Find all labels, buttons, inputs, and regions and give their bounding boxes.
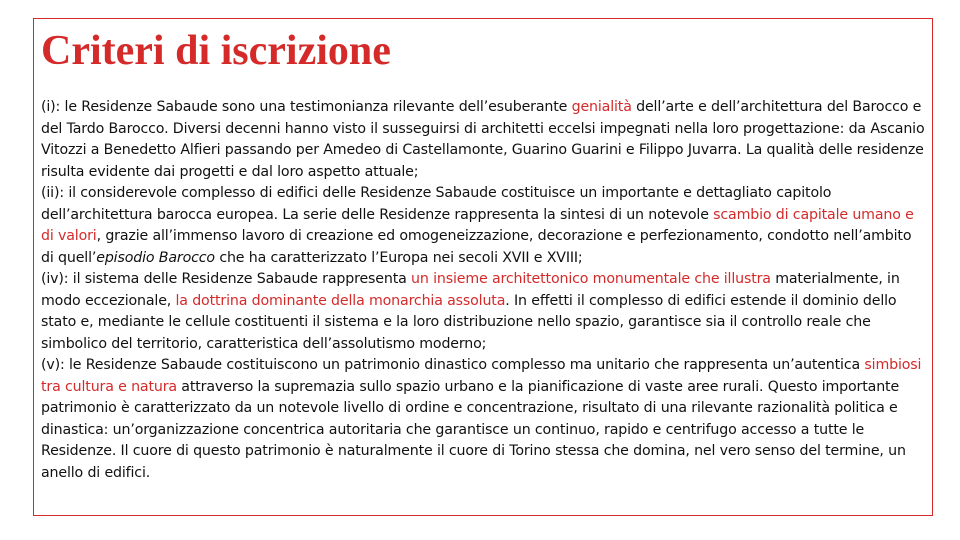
italic-run: episodio Barocco xyxy=(96,249,215,266)
text-run: . In effetti il complesso di edifici estende il dominio dello stato e, mediante le cellule costituenti il sistema e la loro distribuzione nello spazio, garantisce sia il controllo reale che simbolico del territorio, caratteristica dell’assolutismo moderno; xyxy=(41,292,897,352)
text-run: (iv): il sistema delle Residenze Sabaude rappresenta xyxy=(41,271,412,287)
text-run: (v): le Residenze Sabaude costituiscono un patrimonio dinastico complesso ma unitario che rappresenta un’autentica xyxy=(41,357,865,373)
criterion-i xyxy=(41,97,926,183)
text-run: materialmente, in modo eccezionale, xyxy=(41,271,900,309)
criteria-text xyxy=(41,97,926,484)
text-run: attraverso la supremazia sullo spazio urbano e la pianificazione di vaste aree rurali. Questo importante patrimonio è caratterizzato da un notevole livello di ordine e concentrazione, risultato di una rilevante razionalità politica e dinastica: un’organizzazione concentrica autoritaria che garantisce un continuo, rapido e centrifugo accesso a tutte le Residenze. Il cuore di questo patrimonio è naturalmente il cuore di Torino stessa che domina, nel vero senso del termine, un anello di edifici. xyxy=(41,378,906,481)
text-run: (i): le Residenze Sabaude sono una testimonianza rilevante dell’esuberante xyxy=(41,99,572,115)
criterion-v xyxy=(41,355,926,484)
highlight-run: simbiosi tra cultura e natura xyxy=(41,357,922,395)
criterion-ii xyxy=(41,183,926,269)
text-run: dell’arte e dell’architettura del Barocco e del Tardo Barocco. Diversi decenni hanno visto il susseguirsi di architetti eccelsi impegnati nella loro progettazione: da Ascanio Vitozzi a Benedetto Alfieri passando per Amedeo di Castellamonte, Guarino Guarini e Filippo Juvarra. La qualità delle residenze risulta evidente dai progetti e dal loro aspetto attuale; xyxy=(41,99,925,180)
slide-title: Criteri di iscrizione xyxy=(41,28,391,74)
highlight-run: genialità xyxy=(571,99,632,115)
criterion-iv xyxy=(41,269,926,355)
highlight-run: la dottrina dominante della monarchia assoluta xyxy=(175,292,506,309)
text-run: , grazie all’immenso lavoro di creazione ed omogeneizzazione, decorazione e perfezionamento, condotto nell’ambito di quell’ xyxy=(41,228,912,266)
highlight-run: scambio di capitale umano e di valori xyxy=(41,206,914,244)
text-run: (ii): il considerevole complesso di edifici delle Residenze Sabaude costituisce un importante e dettagliato capitolo dell’architettura barocca europea. La serie delle Residenze rappresenta la sintesi di un notevole xyxy=(41,185,832,223)
text-run: che ha caratterizzato l’Europa nei secoli XVII e XVIII; xyxy=(214,249,583,266)
highlight-run: un insieme architettonico monumentale che illustra xyxy=(411,271,771,287)
